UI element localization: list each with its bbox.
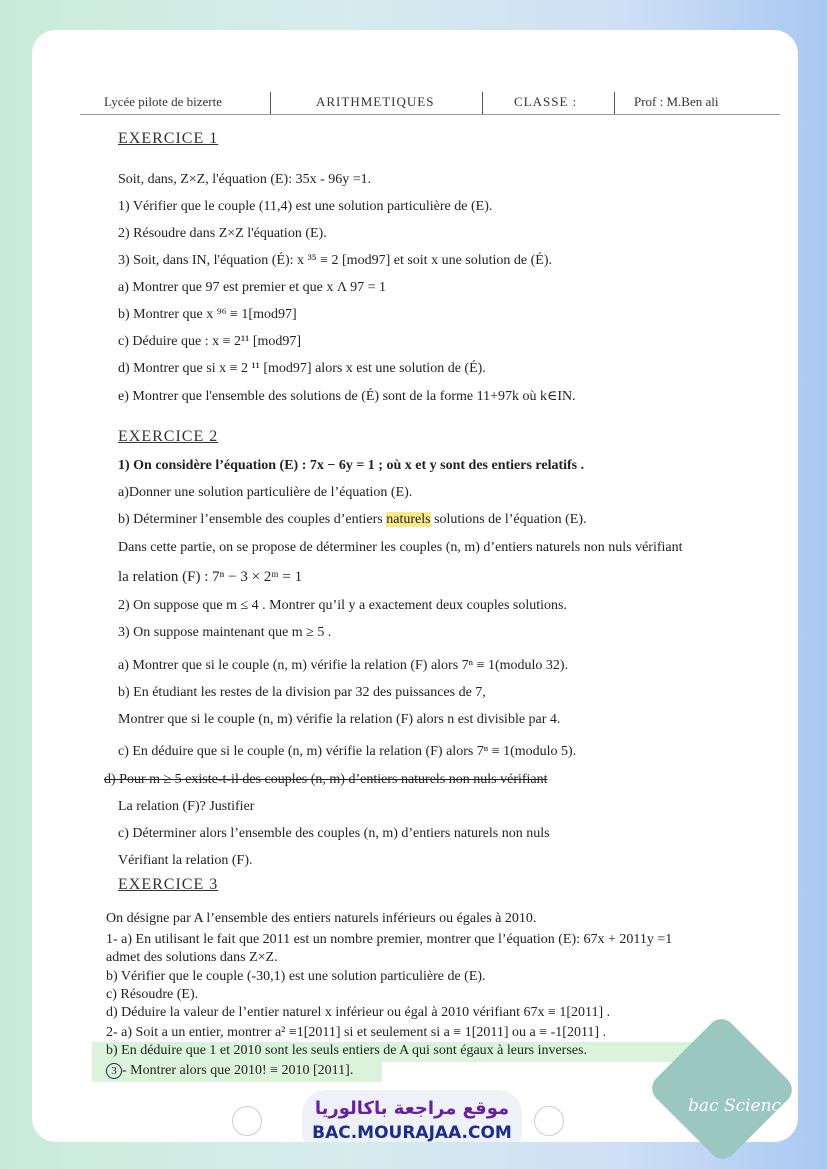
bac-science-label: bac Science (688, 1096, 792, 1116)
ex2-line: Vérifiant la relation (F). (118, 853, 253, 868)
ex3-line: admet des solutions dans Z×Z. (106, 950, 278, 965)
ex3-line (106, 1063, 353, 1079)
ex2-line: d) Pour m ≥ 5 existe-t-il des couples (n, m) d’entiers naturels non nuls vérifiant (104, 772, 548, 787)
ex3-line: b) Vérifier que le couple (-30,1) est une solution particulière de (E). (106, 969, 486, 984)
ex2-line: La relation (F)? Justifier (118, 799, 255, 814)
ex2-line: 1) On considère l’équation (E) : 7x − 6y = 1 ; où x et y sont des entiers relatifs . (118, 458, 585, 473)
ex1-line: 1) Vérifier que le couple (11,4) est une solution particulière de (E). (118, 199, 493, 214)
ex2-line: c) En déduire que si le couple (n, m) vérifie la relation (F) alors 7ⁿ ≡ 1(modulo 5). (118, 744, 577, 759)
ex2-line: a)Donner une solution particulière de l’équation (E). (118, 485, 413, 500)
circled-number: 3 (106, 1063, 122, 1079)
ex2-line-part: b) Déterminer l’ensemble des couples d’entiers (118, 512, 387, 527)
school-name: Lycée pilote de bizerte (104, 94, 223, 109)
exercise-2-title: EXERCICE 2 (118, 428, 219, 445)
ex1-line: 2) Résoudre dans Z×Z l'équation (E). (118, 226, 327, 241)
ex3-line-part: - Montrer alors que 2010! ≡ 2010 [2011]. (122, 1063, 354, 1078)
exercise-3-title: EXERCICE 3 (118, 876, 219, 893)
ex2-line (118, 512, 587, 528)
ex3-line: b) En déduire que 1 et 2010 sont les seuls entiers de A qui sont égaux à leurs inverses. (106, 1043, 587, 1058)
prof-name: Prof : M.Ben ali (634, 94, 719, 109)
ex1-line: 3) Soit, dans IN, l'équation (É): x ³⁵ ≡ 2 [mod97] et soit x une solution de (É). (118, 253, 552, 268)
ex2-line: 3) On suppose maintenant que m ≥ 5 . (118, 625, 332, 640)
class-label: CLASSE : (514, 94, 578, 109)
highlighted-word: naturels (386, 512, 431, 527)
ex3-line: c) Résoudre (E). (106, 987, 199, 1002)
ex2-line: Montrer que si le couple (n, m) vérifie la relation (F) alors n est divisible par 4. (118, 712, 561, 727)
ex1-line: a) Montrer que 97 est premier et que x Λ 97 = 1 (118, 280, 387, 295)
site-banner[interactable] (302, 1090, 522, 1142)
site-name-arabic: موقع مراجعة باكالوريا (314, 1098, 510, 1119)
site-logo-right (534, 1106, 564, 1136)
ex2-line: b) En étudiant les restes de la division par 32 des puissances de 7, (118, 685, 486, 700)
ex1-line: e) Montrer que l'ensemble des solutions de (É) sont de la forme 11+97k où k∈IN. (118, 389, 576, 404)
subject-label: ARITHMETIQUES (316, 94, 435, 109)
ex1-line: Soit, dans, Z×Z, l'équation (E): 35x - 96y =1. (118, 172, 372, 187)
ex3-line: 1- a) En utilisant le fait que 2011 est un nombre premier, montrer que l’équation (E): 67x + 2011y =1 (106, 932, 673, 947)
ex2-relation: la relation (F) : 7ⁿ − 3 × 2ᵐ = 1 (118, 569, 303, 585)
header-bar (80, 92, 780, 115)
ex3-line: 2- a) Soit a un entier, montrer a² ≡1[2011] si et seulement si a ≡ 1[2011] ou a ≡ -1[2011] . (106, 1025, 607, 1040)
ex3-line: On désigne par A l’ensemble des entiers naturels inférieurs ou égales à 2010. (106, 911, 537, 926)
exercise-1-title: EXERCICE 1 (118, 130, 219, 147)
site-logo-left (232, 1106, 262, 1136)
ex3-line: d) Déduire la valeur de l’entier naturel x inférieur ou égal à 2010 vérifiant 67x ≡ 1[2011] . (106, 1005, 611, 1020)
ex1-line: d) Montrer que si x ≡ 2 ¹¹ [mod97] alors x est une solution de (É). (118, 361, 486, 376)
ex1-line: c) Déduire que : x ≡ 2¹¹ [mod97] (118, 334, 302, 349)
ex2-line-part: solutions de l’équation (E). (430, 512, 587, 527)
document-page (32, 30, 798, 1142)
site-url[interactable]: BAC.MOURAJAA.COM (312, 1123, 512, 1142)
ex2-line: a) Montrer que si le couple (n, m) vérifie la relation (F) alors 7ⁿ ≡ 1(modulo 32). (118, 658, 569, 673)
ex1-line: b) Montrer que x ⁹⁶ ≡ 1[mod97] (118, 307, 297, 322)
ex2-line: c) Déterminer alors l’ensemble des couples (n, m) d’entiers naturels non nuls (118, 826, 550, 841)
ex2-line: 2) On suppose que m ≤ 4 . Montrer qu’il y a exactement deux couples solutions. (118, 598, 567, 613)
ex2-line: Dans cette partie, on se propose de déterminer les couples (n, m) d’entiers naturels non nuls vérifiant (118, 540, 683, 555)
